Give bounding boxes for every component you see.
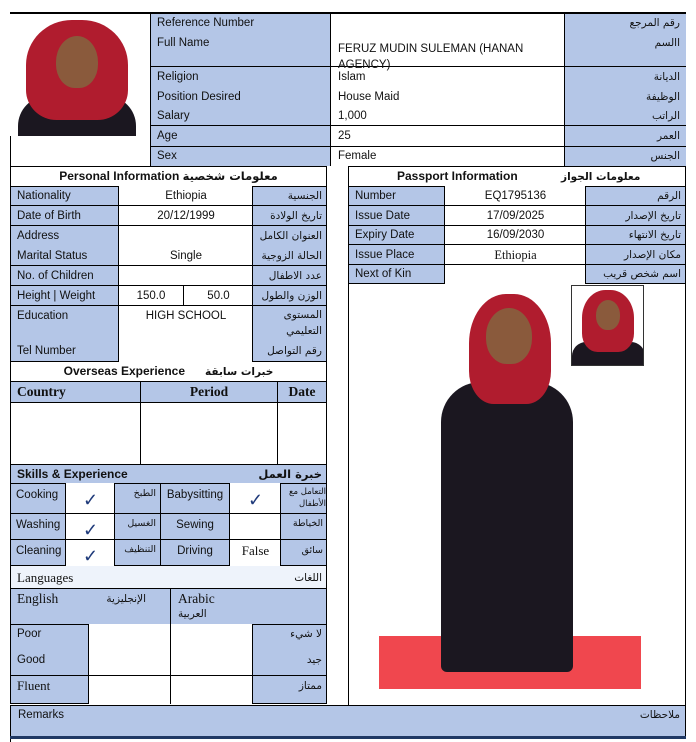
next-of-kin-label: Next of Kin (355, 268, 412, 280)
expiry-date-value: 16/09/2030 (486, 229, 545, 241)
sex-label: Sex (157, 150, 177, 162)
marital-label-ar: الحالة الزوجية (261, 250, 322, 262)
dob-value: 20/12/1999 (157, 210, 215, 222)
nationality-label: Nationality (17, 190, 71, 202)
reference-number-label-ar: رقم المرجع (629, 17, 680, 29)
overseas-title-ar: خبرات سابقة (205, 366, 274, 378)
overseas-col-date: Date (288, 384, 316, 399)
position-label-ar: الوظيفة (645, 91, 680, 103)
skill-cleaning-check-icon: ✓ (82, 546, 99, 566)
tel-label: Tel Number (17, 345, 76, 357)
address-label: Address (17, 230, 60, 242)
nationality-value: Ethiopia (165, 190, 207, 202)
nationality-label-ar: الجنسية (287, 190, 322, 202)
full-name-label-ar: االسم (654, 37, 680, 49)
skill-washing-check-icon: ✓ (82, 520, 99, 540)
issue-place-value: Ethiopia (494, 248, 537, 262)
marital-label: Marital Status (17, 250, 88, 262)
salary-value: 1,000 (338, 110, 367, 122)
overseas-body (10, 403, 327, 465)
passport-title-ar: معلومات الجواز (561, 171, 641, 183)
skill-sewing-label-ar: الخياطة (292, 518, 323, 529)
headshot-photo (16, 16, 138, 136)
bottom-bar (10, 736, 686, 739)
religion-label: Religion (157, 71, 199, 83)
skill-driving-value: False (241, 543, 270, 558)
skill-cooking-check-icon: ✓ (82, 490, 99, 510)
children-label-ar: عدد الاطفال (268, 270, 322, 282)
lang-arabic-label: Arabic (178, 591, 215, 606)
skill-babysitting-check-icon: ✓ (247, 490, 264, 510)
dob-label: Date of Birth (17, 210, 81, 222)
remarks-label-ar: ملاحظات (639, 709, 680, 721)
skill-babysitting-label: Babysitting (166, 489, 224, 501)
languages-title-ar: اللغات (294, 572, 322, 584)
skill-washing-label-ar: الغسيل (127, 518, 156, 529)
height-weight-label: Height | Weight (17, 290, 96, 302)
religion-label-ar: الديانة (653, 71, 680, 83)
address-label-ar: العنوان الكامل (259, 230, 322, 242)
children-label: No. of Children (17, 270, 94, 282)
lang-level-fluent: Fluent (17, 678, 51, 693)
education-label-ar: المستوى التعليمي (283, 309, 322, 337)
next-of-kin-label-ar: اسم شخص قريب (603, 268, 681, 280)
personal-title-en: Personal Information (59, 169, 180, 183)
issue-date-label-ar: تاريخ الإصدار (625, 210, 681, 222)
lang-english-label: English (17, 591, 59, 606)
position-label: Position Desired (157, 91, 241, 103)
overseas-title-bar (10, 362, 327, 382)
salary-label-ar: الراتب (651, 110, 680, 122)
skill-driving-label: Driving (177, 545, 213, 557)
position-value: House Maid (338, 91, 400, 103)
weight-value: 50.0 (207, 290, 230, 302)
divider (10, 539, 327, 540)
skill-babysitting-label-ar: التعامل مع الأطفال (289, 487, 326, 509)
lang-level-good: Good (17, 654, 46, 666)
skill-sewing-value (230, 520, 281, 522)
personal-title-ar: معلومات شخصية (182, 169, 278, 183)
divider (10, 513, 327, 514)
sex-label-ar: الجنس (650, 150, 680, 162)
religion-value: Islam (338, 71, 366, 83)
lang-arabic-label-ar: العربية (178, 608, 207, 620)
education-label: Education (17, 310, 69, 322)
issue-date-value: 17/09/2025 (486, 210, 545, 222)
issue-place-label-ar: مكان الإصدار (624, 249, 681, 261)
passport-number-label: Number (355, 190, 396, 202)
age-value: 25 (338, 130, 351, 142)
age-label-ar: العمر (656, 130, 680, 142)
skill-driving-label-ar: سائق (301, 545, 323, 556)
overseas-col-period: Period (189, 384, 229, 399)
expiry-date-label-ar: تاريخ الانتهاء (628, 229, 681, 241)
skill-cleaning-label-ar: التنظيف (124, 544, 156, 555)
lang-level-fluent-ar: ممتاز (298, 680, 322, 692)
passport-title-bar (348, 166, 686, 186)
overseas-col-country: Country (17, 384, 66, 399)
age-label: Age (157, 130, 178, 142)
skill-washing-label: Washing (16, 519, 61, 531)
lang-english-values (88, 624, 171, 704)
issue-place-label: Issue Place (355, 249, 415, 261)
reference-number-label: Reference Number (157, 17, 255, 29)
photo-frame-left (10, 136, 11, 166)
passport-number-label-ar: الرقم (657, 190, 681, 202)
divider (170, 588, 171, 624)
sex-value: Female (338, 150, 377, 162)
tel-label-ar: رقم التواصل (267, 345, 322, 357)
marital-value: Single (170, 250, 202, 262)
skills-title-en: Skills & Experience (17, 467, 128, 481)
skills-title-ar: خبرة العمل (258, 467, 322, 481)
salary-label: Salary (157, 110, 190, 122)
issue-date-label: Issue Date (355, 210, 410, 222)
languages-title-en: Languages (17, 570, 74, 585)
passport-number-value: EQ1795136 (484, 190, 547, 202)
passport-title-en: Passport Information (397, 169, 518, 183)
skill-cleaning-label: Cleaning (16, 545, 62, 557)
personal-title-bar (10, 166, 327, 186)
lang-english-label-ar: الإنجليزية (106, 593, 146, 605)
full-name-label: Full Name (157, 37, 210, 49)
remarks-label: Remarks (18, 709, 65, 721)
height-value: 150.0 (136, 290, 166, 302)
dob-label-ar: تاريخ الولادة (270, 210, 322, 222)
lang-level-good-ar: جيد (306, 654, 322, 666)
lang-level-poor-ar: لا شيء (290, 628, 322, 640)
skill-cooking-label: Cooking (16, 489, 59, 501)
overseas-title-en: Overseas Experience (63, 364, 186, 378)
lang-arabic-values (171, 624, 253, 704)
skill-cooking-label-ar: الطبخ (133, 488, 156, 499)
full-name-value: FERUZ MUDIN SULEMAN (HANAN AGENCY) (338, 43, 524, 71)
expiry-date-label: Expiry Date (355, 229, 415, 241)
education-value: HIGH SCHOOL (145, 310, 227, 322)
passport-photo (571, 285, 644, 366)
lang-level-poor: Poor (17, 628, 42, 640)
height-weight-label-ar: الوزن والطول (261, 290, 322, 302)
skill-sewing-label: Sewing (176, 519, 214, 531)
